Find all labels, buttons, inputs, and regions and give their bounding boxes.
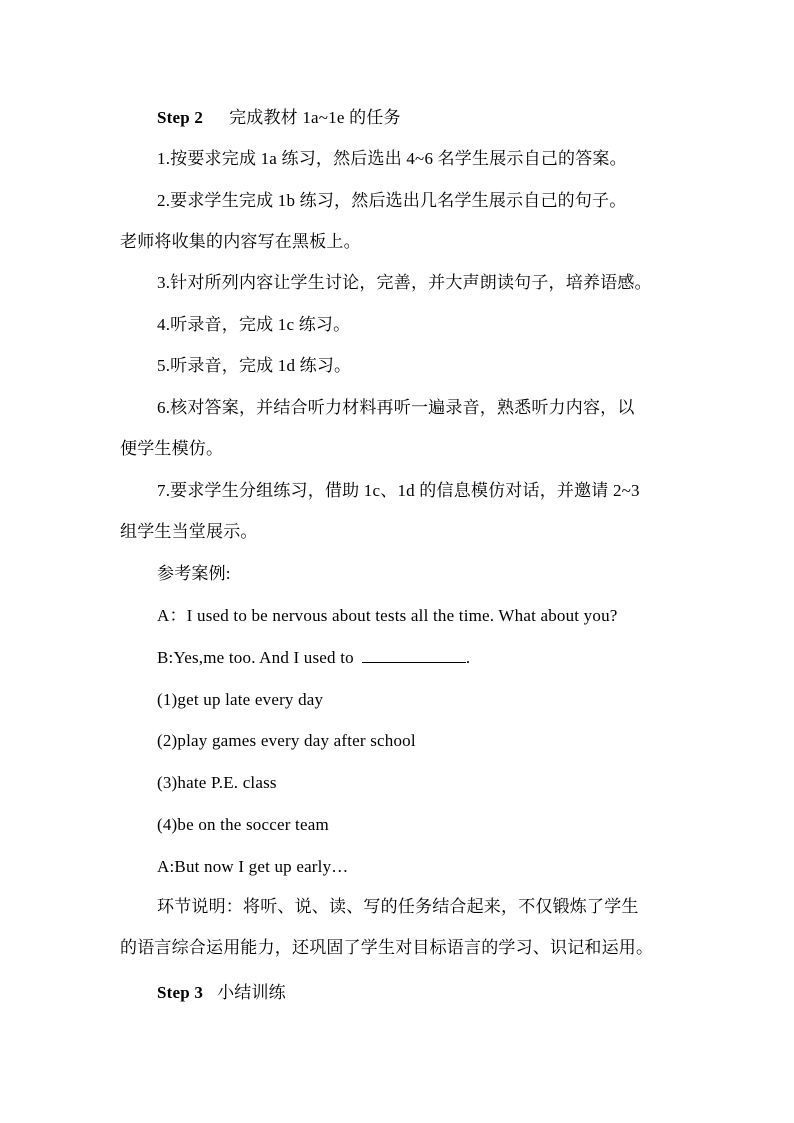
item-1: 1.按要求完成 1a 练习，然后选出 4~6 名学生展示自己的答案。 — [157, 149, 627, 168]
item-3: 3.针对所列内容让学生讨论，完善，并大声朗读句子，培养语感。 — [157, 273, 652, 292]
item-6-line2: 便学生模仿。 — [120, 439, 224, 458]
item-2-line1: 2.要求学生完成 1b 练习，然后选出几名学生展示自己的句子。 — [157, 191, 627, 210]
step2-heading — [157, 107, 401, 129]
note-line2: 的语言综合运用能力，还巩固了学生对目标语言的学习、识记和运用。 — [120, 938, 654, 957]
note-line1: 环节说明：将听、说、读、写的任务结合起来，不仅锻炼了学生 — [157, 897, 639, 916]
option-1: (1)get up late every day — [157, 690, 324, 709]
dialogue-b1-text: B:Yes,me too. And I used to — [157, 648, 354, 667]
example-heading: 参考案例: — [157, 564, 231, 583]
option-2: (2)play games every day after school — [157, 731, 416, 750]
answer-blank — [362, 648, 466, 663]
dialogue-b1 — [157, 647, 470, 669]
item-2-line2: 老师将收集的内容写在黑板上。 — [120, 232, 361, 251]
dialogue-b1-end: . — [465, 648, 471, 667]
step3-title: 小结训练 — [217, 983, 286, 1002]
step3-label: Step 3 — [157, 983, 204, 1002]
step2-label: Step 2 — [157, 108, 204, 127]
item-4: 4.听录音，完成 1c 练习。 — [157, 315, 351, 334]
item-7-line1: 7.要求学生分组练习，借助 1c、1d 的信息模仿对话，并邀请 2~3 — [157, 481, 640, 500]
item-7-line2: 组学生当堂展示。 — [120, 522, 258, 541]
step3-heading — [157, 982, 286, 1004]
item-6-line1: 6.核对答案，并结合听力材料再听一遍录音，熟悉听力内容，以 — [157, 398, 635, 417]
option-4: (4)be on the soccer team — [157, 815, 329, 834]
dialogue-a1: A：I used to be nervous about tests all the time. What about you? — [157, 606, 618, 625]
item-5: 5.听录音，完成 1d 练习。 — [157, 356, 352, 375]
option-3: (3)hate P.E. class — [157, 773, 277, 792]
step2-title: 完成教材 1a~1e 的任务 — [229, 108, 401, 127]
dialogue-a2: A:But now I get up early… — [157, 857, 349, 876]
